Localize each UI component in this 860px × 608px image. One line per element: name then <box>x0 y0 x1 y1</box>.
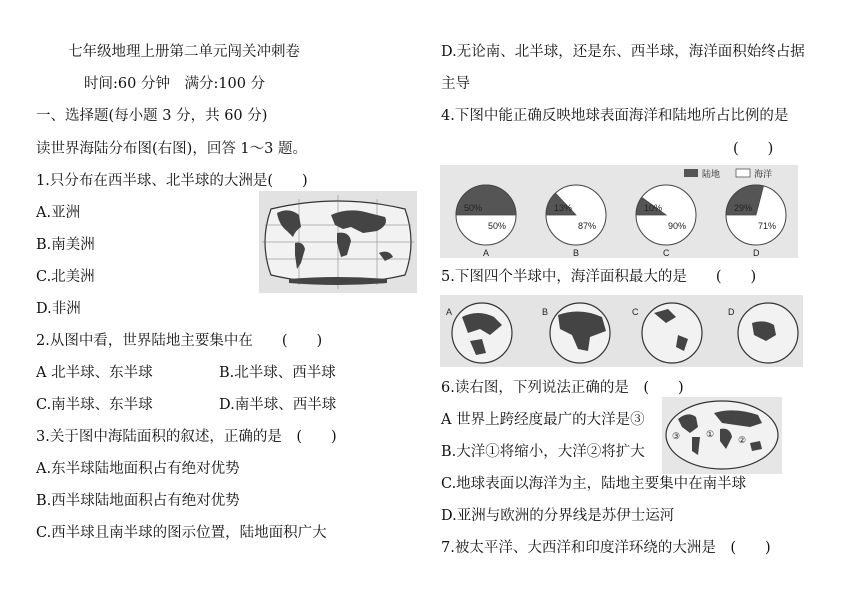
pie-land-label: 29% <box>734 203 753 213</box>
q3-option-d-cont: 主导 <box>441 76 470 92</box>
ocean-labels-world-map <box>662 397 782 474</box>
pie-land-label: 13% <box>554 203 573 213</box>
map-intro: 读世界海陆分布图(右图)，回答 1～3 题。 <box>36 141 307 157</box>
pie-land-label: 10% <box>644 203 663 213</box>
svg-text:C: C <box>632 307 639 317</box>
q2-stem: 2.从图中看，世界陆地主要集中在 ( ) <box>36 333 323 349</box>
pie-ocean-label: 87% <box>578 221 597 231</box>
q1-option-d: D.非洲 <box>36 301 81 317</box>
pie-option-letter: A <box>483 248 490 258</box>
legend-ocean-swatch <box>736 169 750 177</box>
q7-stem: 7.被太平洋、大西洋和印度洋环绕的大洲是 ( ) <box>441 540 771 556</box>
q3-option-d: D.无论南、北半球，还是东、西半球，海洋面积始终占据 <box>441 44 805 60</box>
world-land-sea-map <box>259 191 417 293</box>
svg-text:B: B <box>542 307 549 317</box>
q3-option-b: B.西半球陆地面积占有绝对优势 <box>36 493 240 509</box>
q2-option-c: C.南半球、东半球 <box>36 397 153 413</box>
legend-land-swatch <box>684 169 698 177</box>
land-ocean-pie-figure <box>440 165 798 258</box>
ocean-label-1: ① <box>706 429 715 439</box>
q3-option-a: A.东半球陆地面积占有绝对优势 <box>36 461 240 477</box>
pie-option-letter: B <box>573 248 580 258</box>
legend-ocean-label: 海洋 <box>754 169 773 179</box>
section-heading: 一、选择题(每小题 3 分，共 60 分) <box>36 108 268 124</box>
pie-ocean-label: 50% <box>488 221 507 231</box>
pie-option-letter: C <box>663 248 670 258</box>
q1-stem: 1.只分布在西半球、北半球的大洲是( ) <box>36 173 308 189</box>
svg-text:A: A <box>446 307 453 317</box>
q1-option-b: B.南美洲 <box>36 237 95 253</box>
q6-option-b: B.大洋①将缩小，大洋②将扩大 <box>441 444 645 460</box>
ocean-label-2: ② <box>738 435 747 445</box>
four-hemispheres-figure <box>440 295 803 367</box>
q5-stem: 5.下图四个半球中，海洋面积最大的是 ( ) <box>441 269 757 285</box>
q6-option-c: C.地球表面以海洋为主，陆地主要集中在南半球 <box>441 476 747 492</box>
ocean-label-3: ③ <box>672 431 681 441</box>
exam-meta: 时间:60 分钟 满分:100 分 <box>84 76 266 92</box>
pie-option-letter: D <box>753 248 760 258</box>
q3-stem: 3.关于图中海陆面积的叙述，正确的是 ( ) <box>36 429 337 445</box>
paper-title: 七年级地理上册第二单元闯关冲刺卷 <box>68 44 300 60</box>
q6-option-a: A 世界上跨经度最广的大洋是③ <box>441 412 645 428</box>
svg-text:D: D <box>728 307 735 317</box>
q4-answer-paren: ( ) <box>733 141 774 157</box>
legend-land-label: 陆地 <box>702 169 721 179</box>
q1-option-a: A.亚洲 <box>36 205 81 221</box>
q4-stem: 4.下图中能正确反映地球表面海洋和陆地所占比例的是 <box>441 108 789 124</box>
q2-option-d: D.南半球、西半球 <box>219 397 337 413</box>
pie-land-label: 50% <box>464 203 483 213</box>
q6-stem: 6.读右图，下列说法正确的是 ( ) <box>441 380 684 396</box>
q2-option-b: B.北半球、西半球 <box>219 365 336 381</box>
q3-option-c: C.西半球且南半球的图示位置，陆地面积广大 <box>36 525 327 541</box>
pie-ocean-label: 71% <box>758 221 777 231</box>
q1-option-c: C.北美洲 <box>36 269 95 285</box>
q2-option-a: A 北半球、东半球 <box>36 365 153 381</box>
pie-ocean-label: 90% <box>668 221 687 231</box>
q6-option-d: D.亚洲与欧洲的分界线是苏伊士运河 <box>441 508 675 524</box>
